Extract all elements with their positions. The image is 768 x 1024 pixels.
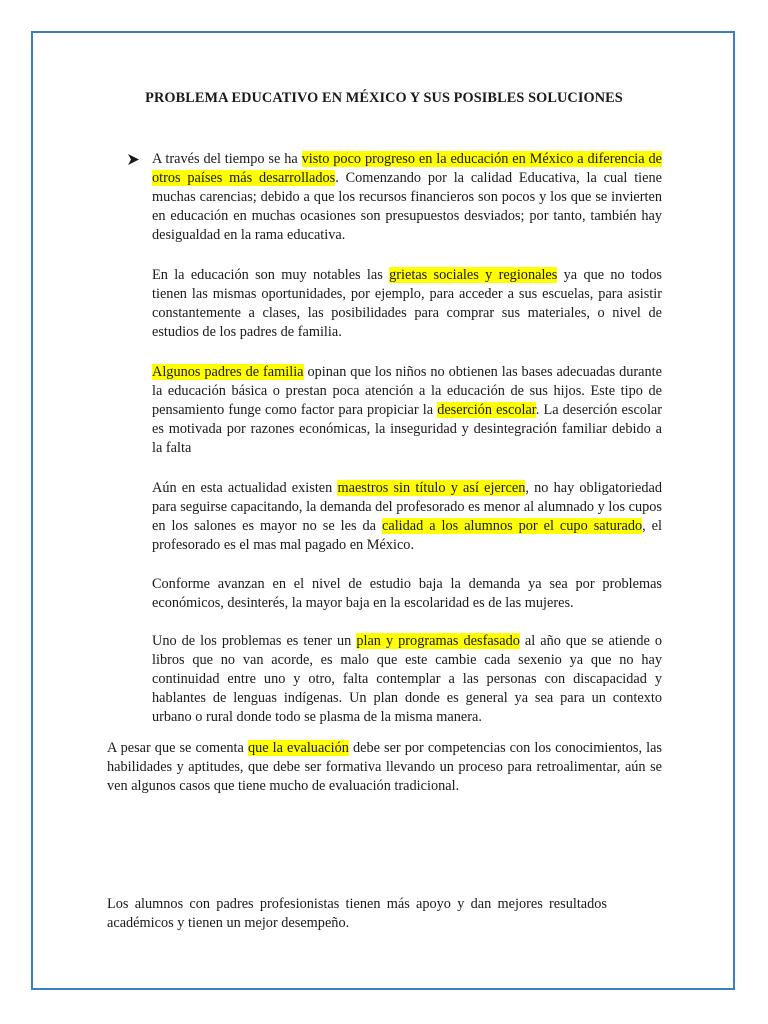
paragraph-text: , el profesorado es el mas mal pagado en México.: [152, 518, 663, 553]
paragraph-text: A pesar que se comenta: [107, 740, 248, 756]
paragraph-1: [152, 150, 662, 245]
paragraph-text: . La deserción escolar es motivada por razones económicas, la inseguridad y desintegración familiar debido a la falta: [152, 402, 663, 456]
highlighted-text: que la evaluación: [247, 740, 349, 756]
paragraph-text: , no hay obligatoriedad para seguirse capacitando, la demanda del profesorado es menor al alumnado y los cupos en los salones es mayor no se les da: [152, 480, 662, 534]
highlighted-text: Algunos padres de familia: [152, 364, 304, 380]
paragraph-7: [107, 739, 662, 796]
highlighted-text: maestros sin título y así ejercen: [337, 480, 526, 496]
paragraph-text: Los alumnos con padres profesionistas tienen más apoyo y dan mejores resultados académicos y tienen un mejor desempeño.: [107, 896, 607, 931]
highlighted-text: plan y programas desfasado: [356, 633, 520, 649]
paragraph-text: A través del tiempo se ha: [152, 151, 302, 167]
highlighted-text: deserción escolar: [437, 402, 536, 418]
paragraph-2: [152, 266, 662, 342]
paragraph-4: [152, 479, 662, 555]
arrowhead-bullet-icon: [128, 150, 139, 165]
paragraph-6: [152, 632, 662, 727]
highlighted-text: visto poco progreso en la educación en México a diferencia de otros países más desarrollados: [152, 151, 662, 186]
paragraph-text: Conforme avanzan en el nivel de estudio baja la demanda ya sea por problemas económicos, desinterés, la mayor baja en la escolaridad es de las mujeres.: [152, 576, 662, 611]
paragraph-text: . Comenzando por la calidad Educativa, la cual tiene muchas carencias; debido a que los recursos financieros son pocos y los que se invierten en educación en muchas ocasiones son presupuestos desviados; por tanto, también hay desigualdad en la rama educativa.: [152, 170, 662, 243]
paragraph-text: Aún en esta actualidad existen: [152, 480, 338, 496]
highlighted-text: grietas sociales y regionales: [389, 267, 558, 283]
highlighted-text: calidad a los alumnos por el cupo saturado: [382, 518, 643, 534]
paragraph-text: al año que se atiende o libros que no van acorde, es malo que este cambie cada sexenio ya que no hay continuidad entre uno y otro, falta contemplar a las personas con discapacidad y hablantes de lenguas indígenas. Un plan donde es general ya sea para un contexto urbano o rural donde todo se plasma de la misma manera.: [152, 633, 662, 725]
document-title: PROBLEMA EDUCATIVO EN MÉXICO Y SUS POSIBLES SOLUCIONES: [145, 90, 623, 106]
paragraph-5: [152, 575, 662, 613]
paragraph-text: debe ser por competencias con los conocimientos, las habilidades y aptitudes, que debe ser formativa llevando un proceso para retroalimentar, aún se ven algunos casos que tiene mucho de evaluación tradicional.: [107, 740, 662, 794]
paragraph-text: Uno de los problemas es tener un: [152, 633, 357, 649]
paragraph-3: [152, 363, 662, 458]
paragraph-text: En la educación son muy notables las: [152, 267, 390, 283]
paragraph-8: [107, 895, 607, 933]
paragraph-text: ya que no todos tienen las mismas oportunidades, por ejemplo, para acceder a sus escuelas, para asistir constantemente a clases, las posibilidades para comprar sus materiales, o nivel de estudios de los padres de familia.: [152, 267, 662, 340]
paragraph-text: opinan que los niños no obtienen las bases adecuadas durante la educación básica o prestan poca atención a la educación de sus hijos. Este tipo de pensamiento funge como factor para propiciar la: [152, 364, 662, 418]
